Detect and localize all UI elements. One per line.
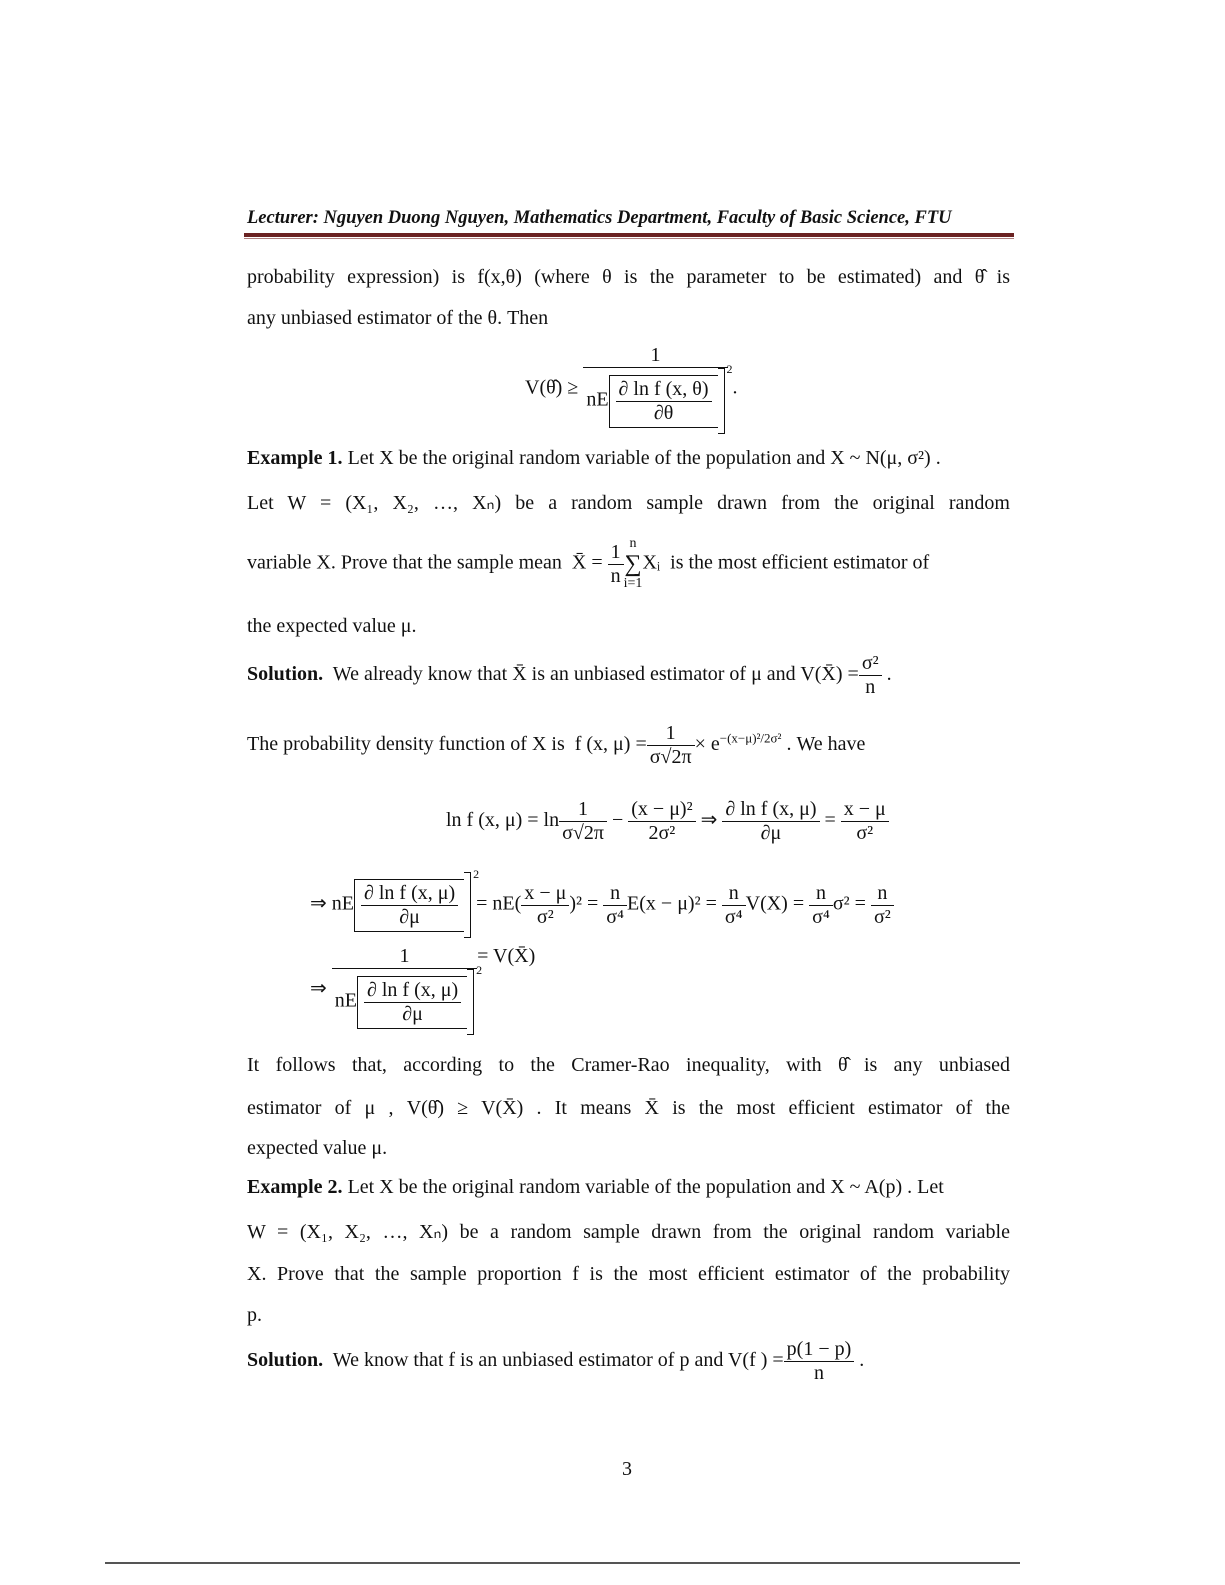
denominator: n (610, 564, 621, 587)
exponent: 2 (476, 963, 483, 977)
pdf-line (247, 722, 865, 769)
paragraph-line: X. Prove that the sample proportion f is the most efficient estimator of the probability (247, 1263, 1010, 1285)
formula: V(X̄) = (800, 663, 859, 686)
paragraph-line: any unbiased estimator of the θ. Then (247, 307, 549, 329)
numerator: (x − μ)² (628, 798, 695, 822)
dot: . (859, 1349, 865, 1372)
text: is the most efficient estimator of (670, 551, 930, 574)
cramer-rao-formula (525, 344, 738, 434)
exponent: 2 (473, 867, 480, 881)
text: Let X be the original random variable of the population and X ~ A(p) . Let (347, 1176, 944, 1198)
paragraph-line: W = (X₁, X₂, …, Xₙ) be a random sample drawn from the original random variable (247, 1221, 1010, 1243)
page-header: Lecturer: Nguyen Duong Nguyen, Mathematics Department, Faculty of Basic Science, FTU (247, 208, 952, 228)
numerator: 1 (583, 344, 727, 368)
numerator: n (871, 882, 894, 906)
denominator: ∂μ (399, 905, 420, 928)
numerator: ∂ ln f (x, μ) (361, 882, 458, 906)
paragraph-line: Let W = (X₁, X₂, …, Xₙ) be a random sample drawn from the original random (247, 492, 1010, 514)
numerator: n (603, 882, 627, 906)
numerator: x − μ (521, 882, 569, 906)
text: The probability density function of X is (247, 733, 565, 756)
sum-upper: n (629, 536, 637, 551)
example-1-line (247, 447, 1017, 470)
header-rule (244, 233, 1014, 237)
numerator: p(1 − p) (784, 1338, 855, 1362)
example-label: Example 2. (247, 1176, 343, 1198)
solution-label: Solution. (247, 663, 324, 686)
dot: . (732, 376, 738, 399)
formula: σ² = (832, 892, 866, 915)
denominator: 2σ² (648, 822, 676, 844)
denominator: σ² (856, 822, 874, 844)
formula: V(f ) = (727, 1349, 784, 1372)
denominator: σ⁴ (724, 905, 743, 928)
denominator: σ√2π (649, 746, 692, 768)
ne: nE (586, 388, 609, 411)
numerator: 1 (647, 722, 695, 746)
paragraph-line: It follows that, according to the Cramer-Rao inequality, with θ̂ is any unbiased (247, 1054, 1010, 1076)
bottom-rule (105, 1562, 1020, 1564)
denominator: n (865, 676, 876, 698)
formula: = nE (476, 892, 515, 915)
page-number: 3 (622, 1458, 632, 1480)
ne: nE (334, 989, 357, 1012)
formula: E(x − μ)² = (627, 892, 717, 915)
implies-icon: ⇒ (310, 977, 327, 1000)
exponent: −(x−μ)²/2σ² (719, 730, 782, 746)
operator: − (611, 809, 624, 832)
solution-label: Solution. (247, 1349, 324, 1372)
denominator: σ² (536, 905, 554, 928)
equation-ln (446, 798, 889, 845)
paragraph-line: the expected value μ. (247, 615, 417, 637)
formula: X̄ = (571, 551, 608, 574)
text: We already know that X̄ is an unbiased estimator of μ and (332, 663, 796, 686)
formula: f (x, μ) = (574, 733, 647, 756)
example-2-line (247, 1176, 944, 1199)
paragraph-line: probability expression) is f(x,θ) (where θ is the parameter to be estimated) and θ̂ is (247, 266, 1010, 288)
formula: ln f (x, μ) = ln (446, 809, 560, 832)
numerator: n (809, 882, 833, 906)
formula: × e (694, 733, 720, 756)
denominator: σ² (873, 905, 891, 928)
operator: = (586, 892, 599, 915)
denominator: σ√2π (562, 822, 604, 844)
solution-2-line (247, 1338, 864, 1385)
numerator: 1 (559, 798, 607, 822)
dot: . (886, 663, 892, 686)
formula: = V(X̄) (477, 945, 536, 967)
formula: ⇒ nE (310, 892, 354, 915)
inner-denominator: ∂θ (653, 401, 674, 424)
sum-lower: i=1 (623, 576, 643, 592)
exponent: 2 (726, 362, 733, 376)
text: We know that f is an unbiased estimator of p and (332, 1349, 724, 1372)
solution-1-line (247, 652, 892, 699)
paragraph-line: expected value μ. (247, 1137, 388, 1159)
paragraph-line: p. (247, 1304, 262, 1326)
numerator: σ² (859, 652, 882, 676)
numerator: 1 (332, 945, 477, 969)
denominator: ∂μ (402, 1002, 423, 1025)
text: variable X. Prove that the sample mean (247, 551, 562, 574)
equation-variance (310, 945, 535, 1035)
numerator: x − μ (841, 798, 889, 822)
numerator: ∂ ln f (x, μ) (364, 979, 461, 1003)
numerator: ∂ ln f (x, μ) (722, 798, 819, 822)
text: . We have (786, 733, 866, 756)
formula: Xᵢ (642, 551, 661, 574)
sum-icon: ∑ (624, 551, 642, 578)
denominator: σ⁴ (812, 905, 830, 928)
sample-mean-line (247, 536, 929, 592)
denominator: n (813, 1362, 824, 1384)
example-label: Example 1. (247, 447, 343, 469)
implies-icon: ⇒ (700, 809, 718, 832)
formula-lhs: V(θ̂) ≥ (525, 376, 579, 399)
text: Let X be the original random variable of the population and X ~ N(μ, σ²) . (347, 447, 941, 469)
operator: = (824, 809, 836, 832)
formula: V(X) = (745, 892, 805, 915)
denominator: ∂μ (760, 822, 782, 844)
inner-numerator: ∂ ln f (x, θ) (616, 378, 712, 402)
numerator: n (722, 882, 746, 906)
paragraph-line: estimator of μ , V(θ̂) ≥ V(X̄) . It means X̄ is the most efficient estimator of the (247, 1097, 1010, 1119)
header-rule-thin (244, 238, 1014, 239)
denominator: σ⁴ (606, 905, 625, 928)
numerator: 1 (608, 541, 624, 565)
equation-fisher: ⇒ nE $\frac{\text{∂ ln f (x, μ)}}{\partial\mu}$ 2 = nE( $\frac{x - \mu}{\text{σ²}}$ )² = $\frac{n}{\text{σ⁴}}$ E(x − μ)² = $\frac{n}{\text{σ⁴}}$ V(X) = $\frac{n}{\text{σ⁴}}$ σ² = $\frac{n}{\text{σ²}}$ (310, 872, 894, 938)
